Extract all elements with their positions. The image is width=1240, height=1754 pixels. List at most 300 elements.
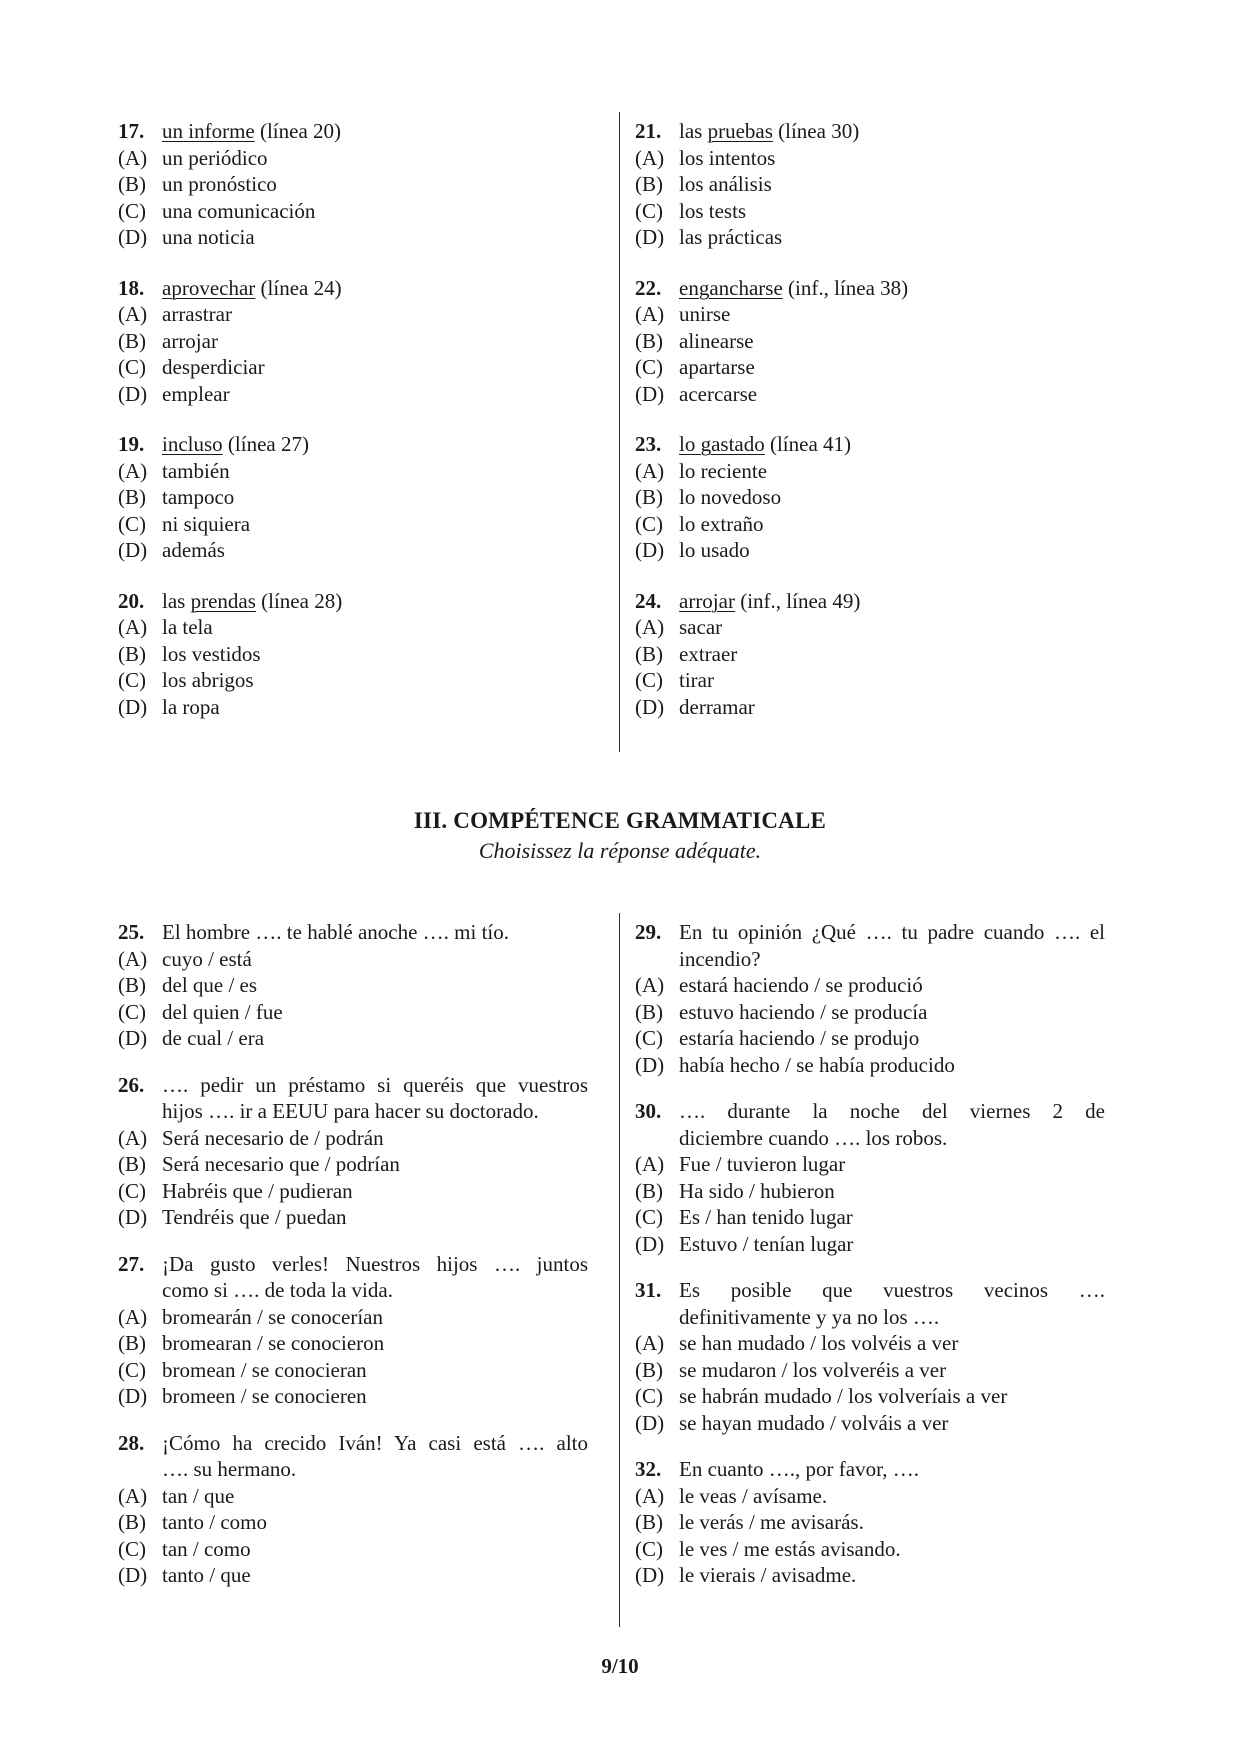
question-item [635,431,1105,564]
option-letter: (A) [635,615,665,639]
option-letter: (B) [635,641,663,666]
option-letter: (C) [118,1536,146,1561]
question-item [118,1430,588,1589]
question-text: En cuanto …., por favor, …. [679,1457,920,1481]
answer-option [118,667,588,694]
option-letter: (D) [118,694,148,719]
option-text: arrastrar [162,302,232,326]
question-text: incendio? [679,946,761,971]
question-text: diciembre cuando …. los robos. [679,1125,948,1150]
answer-option [635,484,1105,511]
question-number: 19. [118,432,145,456]
answer-option [635,1357,1105,1384]
answer-option [635,1330,1105,1357]
question-stem-line [635,1456,1105,1483]
option-letter: (A) [635,145,665,170]
answer-option [635,1178,1105,1205]
question-stem [118,588,588,615]
stem-indent [118,1456,162,1483]
question-text: …. su hermano. [162,1457,297,1481]
answer-option [635,1483,1105,1510]
option-text: bromeen / se conocieren [162,1384,367,1408]
underlined-term: incluso [162,432,223,456]
line-reference: (línea 30) [772,119,860,143]
question-stem-line [118,1277,588,1304]
question-stem [118,431,588,458]
stem-indent [635,1304,679,1331]
question-stem-line [635,1098,1105,1125]
answer-option [635,198,1105,225]
column-divider-bottom [619,913,620,1627]
answer-option [635,641,1105,668]
option-letter: (A) [118,145,148,170]
option-text: le verás / me avisarás. [679,1510,864,1534]
question-text: En tu opinión ¿Qué …. tu padre cuando …. el [679,920,1105,944]
answer-option [635,1383,1105,1410]
question-item [635,919,1105,1078]
option-text: los análisis [679,172,772,196]
question-number: 30. [635,1099,662,1123]
answer-option [635,1509,1105,1536]
answer-option [118,972,588,999]
answer-option [635,999,1105,1026]
question-text: ¡Da gusto verles! Nuestros hijos …. juntos [162,1251,588,1276]
option-letter: (A) [635,302,665,326]
question-stem-line [635,919,1105,946]
answer-option [118,145,588,172]
option-letter: (B) [118,973,146,997]
line-reference: (inf., línea 38) [782,275,909,300]
answer-option [118,354,588,381]
answer-option [635,328,1105,355]
option-letter: (D) [635,1410,665,1435]
question-text [679,275,1105,302]
option-letter: (D) [635,1563,665,1587]
option-text: lo extraño [679,511,764,536]
answer-option [118,224,588,251]
option-text: la tela [162,615,213,639]
option-letter: (D) [635,1231,665,1256]
question-stem-line [635,946,1105,973]
option-text: una comunicación [162,198,316,223]
underlined-term: aprovechar [162,275,256,300]
option-letter: (C) [635,511,663,536]
question-item [118,1251,588,1410]
stem-indent [118,1098,162,1125]
question-stem-line [118,1456,588,1483]
option-text: tan / como [162,1536,251,1561]
option-text: le vierais / avisadme. [679,1563,857,1587]
answer-option [635,694,1105,721]
line-reference: (inf., línea 49) [734,588,861,613]
answer-option [118,1125,588,1152]
question-number: 22. [635,275,662,300]
line-reference: (línea 24) [255,275,342,300]
option-text: los vestidos [162,641,261,666]
question-text: El hombre …. te hablé anoche …. mi tío. [162,920,509,944]
option-text: del quien / fue [162,999,283,1024]
question-number: 18. [118,275,145,300]
question-text: ¡Cómo ha crecido Iván! Ya casi está …. alto [162,1430,588,1455]
option-text: tanto / como [162,1510,267,1534]
option-letter: (B) [118,485,146,509]
option-letter: (C) [635,198,663,223]
option-letter: (A) [118,458,148,483]
option-letter: (C) [118,668,146,692]
answer-option [118,694,588,721]
option-text: había hecho / se había producido [679,1052,955,1077]
answer-option [118,198,588,225]
question-item [635,118,1105,251]
option-text: también [162,458,230,483]
answer-option [635,667,1105,694]
answer-option [118,484,588,511]
underlined-term: engancharse [679,275,783,300]
option-text: se habrán mudado / los volveríais a ver [679,1384,1008,1408]
option-text: la ropa [162,694,220,719]
option-letter: (B) [118,1510,146,1534]
question-stem-line [635,1304,1105,1331]
option-letter: (D) [635,538,665,562]
answer-option [635,1536,1105,1563]
option-text: le veas / avísame. [679,1483,828,1508]
answer-option [118,1330,588,1357]
option-text: bromean / se conocieran [162,1357,367,1382]
line-reference: (línea 20) [254,119,342,143]
question-item [118,118,588,251]
question-item [118,919,588,1052]
question-prefix: las [679,119,708,143]
question-text: definitivamente y ya no los …. [679,1304,940,1329]
option-letter: (A) [118,1304,148,1329]
option-text: un pronóstico [162,172,277,196]
question-item [118,1072,588,1231]
answer-option [635,1231,1105,1258]
answer-option [635,354,1105,381]
option-text: estará haciendo / se produció [679,973,923,997]
answer-option [118,1025,588,1052]
option-letter: (C) [635,1536,663,1561]
line-reference: (línea 28) [255,588,343,613]
option-text: se hayan mudado / volváis a ver [679,1410,949,1435]
answer-option [118,1483,588,1510]
option-text: emplear [162,381,230,406]
question-item [635,1098,1105,1257]
option-text: extraer [679,641,738,666]
option-text: bromearan / se conocieron [162,1331,385,1355]
question-text: hijos …. ir a EEUU para hacer su doctorado. [162,1099,539,1123]
option-text: apartarse [679,355,755,379]
option-text: lo usado [679,538,750,562]
option-letter: (A) [118,1483,148,1508]
question-item [635,1277,1105,1436]
answer-option [118,511,588,538]
answer-option [635,1410,1105,1437]
answer-option [118,614,588,641]
answer-option [635,972,1105,999]
question-text: como si …. de toda la vida. [162,1278,393,1302]
option-text: tanto / que [162,1563,251,1587]
question-item [118,431,588,564]
vocab-right-column [635,118,1105,720]
option-letter: (A) [118,1125,148,1150]
question-item [635,275,1105,408]
answer-option [118,301,588,328]
option-text: Es / han tenido lugar [679,1205,853,1229]
column-divider-top [619,112,620,752]
answer-option [118,458,588,485]
option-text: estuvo haciendo / se producía [679,999,928,1024]
vocab-left-column [118,118,588,720]
option-letter: (B) [635,328,663,353]
underlined-term: prendas [190,588,256,613]
answer-option [118,1562,588,1589]
answer-option [635,224,1105,251]
option-text: Habréis que / pudieran [162,1178,353,1203]
option-letter: (C) [118,355,146,379]
question-text [162,275,588,302]
answer-option [635,537,1105,564]
option-letter: (D) [118,381,148,406]
option-letter: (D) [118,1384,148,1408]
question-stem-line [635,1125,1105,1152]
option-letter: (B) [635,1510,663,1534]
question-number: 27. [118,1251,145,1276]
answer-option [118,1178,588,1205]
option-text: de cual / era [162,1026,265,1050]
answer-option [635,171,1105,198]
option-letter: (C) [118,1357,146,1382]
question-stem-line [118,1072,588,1099]
question-stem [635,588,1105,615]
question-number: 32. [635,1457,662,1481]
option-letter: (D) [118,225,148,249]
option-letter: (B) [635,485,663,509]
option-letter: (B) [635,999,663,1024]
option-letter: (A) [635,1483,665,1508]
option-text: una noticia [162,225,255,249]
option-letter: (C) [118,198,146,223]
question-number: 21. [635,119,662,143]
question-number: 31. [635,1278,662,1302]
option-letter: (C) [118,999,146,1024]
question-number: 25. [118,920,145,944]
underlined-term: un informe [162,119,255,143]
option-text: las prácticas [679,225,783,249]
answer-option [635,1052,1105,1079]
answer-option [118,641,588,668]
line-reference: (línea 27) [222,432,309,456]
grammar-right-column [635,919,1105,1589]
question-number: 26. [118,1072,145,1097]
option-text: le ves / me estás avisando. [679,1536,901,1561]
stem-indent [635,946,679,973]
question-number: 17. [118,119,145,143]
answer-option [118,328,588,355]
option-text: los abrigos [162,668,254,692]
option-letter: (D) [118,1563,148,1587]
option-text: se mudaron / los volveréis a ver [679,1357,947,1382]
question-stem [635,118,1105,145]
option-letter: (A) [118,302,148,326]
answer-option [118,1204,588,1231]
question-item [635,1456,1105,1589]
grammar-left-column [118,919,588,1589]
option-letter: (D) [635,1052,665,1077]
option-text: Ha sido / hubieron [679,1178,835,1203]
option-letter: (D) [635,225,665,249]
option-text: estaría haciendo / se produjo [679,1026,920,1050]
option-text: cuyo / está [162,946,252,971]
option-text: lo reciente [679,458,768,483]
question-item [118,588,588,721]
question-item [118,275,588,408]
option-letter: (A) [635,973,665,997]
question-stem [118,118,588,145]
option-letter: (D) [118,1026,148,1050]
option-letter: (B) [118,1331,146,1355]
option-text: bromearán / se conocerían [162,1304,383,1329]
answer-option [118,537,588,564]
answer-option [118,1304,588,1331]
option-text: se han mudado / los volvéis a ver [679,1331,959,1355]
question-text [679,431,1105,458]
option-letter: (B) [118,1152,146,1176]
option-text: además [162,538,225,562]
option-letter: (B) [118,641,146,666]
question-stem [118,275,588,302]
answer-option [635,1204,1105,1231]
section-instruction: Choisissez la réponse adéquate. [478,838,762,863]
section-title: III. COMPÉTENCE GRAMMATICALE [413,808,827,833]
option-text: Será necesario de / podrán [162,1125,384,1150]
option-text: del que / es [162,973,258,997]
option-text: arrojar [162,328,218,353]
line-reference: (línea 41) [764,432,852,456]
question-stem [635,275,1105,302]
question-stem-line [118,919,588,946]
question-text: …. durante la noche del viernes 2 de [679,1099,1105,1123]
underlined-term: lo gastado [679,432,765,456]
option-text: desperdiciar [162,355,265,379]
option-letter: (B) [635,172,663,196]
answer-option [118,381,588,408]
question-prefix: las [162,588,191,613]
question-item [635,588,1105,721]
option-letter: (B) [118,172,146,196]
option-letter: (C) [635,668,663,692]
question-stem-line [118,1430,588,1457]
question-number: 29. [635,920,662,944]
option-letter: (A) [635,1331,665,1355]
answer-option [635,1151,1105,1178]
question-number: 28. [118,1430,145,1455]
option-letter: (B) [635,1178,663,1203]
option-letter: (C) [635,1384,663,1408]
answer-option [635,458,1105,485]
option-text: Estuvo / tenían lugar [679,1231,854,1256]
answer-option [635,145,1105,172]
underlined-term: arrojar [679,588,735,613]
answer-option [118,946,588,973]
answer-option [118,999,588,1026]
answer-option [635,1025,1105,1052]
option-letter: (C) [118,1178,146,1203]
option-text: tirar [679,668,714,692]
option-text: los intentos [679,145,776,170]
option-letter: (D) [118,538,148,562]
question-text [162,118,588,145]
question-stem [635,431,1105,458]
question-text: Es posible que vuestros vecinos …. [679,1278,1105,1302]
option-letter: (B) [118,328,146,353]
option-text: los tests [679,198,747,223]
option-letter: (A) [635,1152,665,1176]
answer-option [635,511,1105,538]
question-text [162,588,588,615]
option-text: Será necesario que / podrían [162,1152,400,1176]
option-text: sacar [679,615,723,639]
option-letter: (A) [118,615,148,639]
option-text: un periódico [162,145,268,170]
option-text: unirse [679,302,731,326]
stem-indent [635,1125,679,1152]
option-text: tampoco [162,485,235,509]
answer-option [635,301,1105,328]
stem-indent [118,1277,162,1304]
option-text: alinearse [679,328,754,353]
answer-option [118,1357,588,1384]
question-number: 23. [635,432,662,456]
question-stem-line [118,1251,588,1278]
question-stem-line [118,1098,588,1125]
answer-option [118,1151,588,1178]
option-letter: (C) [635,1026,663,1050]
option-letter: (D) [118,1205,148,1229]
question-stem-line [635,1277,1105,1304]
question-text [679,588,1105,615]
option-letter: (D) [635,381,665,406]
option-letter: (C) [635,1205,663,1229]
answer-option [118,1383,588,1410]
option-letter: (D) [635,694,665,719]
question-text: …. pedir un préstamo si queréis que vuestros [162,1072,588,1097]
option-letter: (C) [118,511,146,536]
answer-option [635,381,1105,408]
answer-option [635,614,1105,641]
page-number: 9/10 [601,1654,639,1678]
option-text: Tendréis que / puedan [162,1205,347,1229]
question-number: 20. [118,588,145,613]
question-number: 24. [635,588,662,613]
option-letter: (A) [118,946,148,971]
option-letter: (C) [635,355,663,379]
answer-option [635,1562,1105,1589]
option-text: derramar [679,694,755,719]
option-text: Fue / tuvieron lugar [679,1152,846,1176]
answer-option [118,171,588,198]
option-letter: (A) [635,458,665,483]
question-text [162,431,588,458]
option-letter: (B) [635,1357,663,1382]
option-text: lo novedoso [679,485,782,509]
option-text: tan / que [162,1483,235,1508]
underlined-term: pruebas [707,119,773,143]
answer-option [118,1536,588,1563]
question-text [679,118,1105,145]
option-text: acercarse [679,381,758,406]
option-text: ni siquiera [162,511,251,536]
